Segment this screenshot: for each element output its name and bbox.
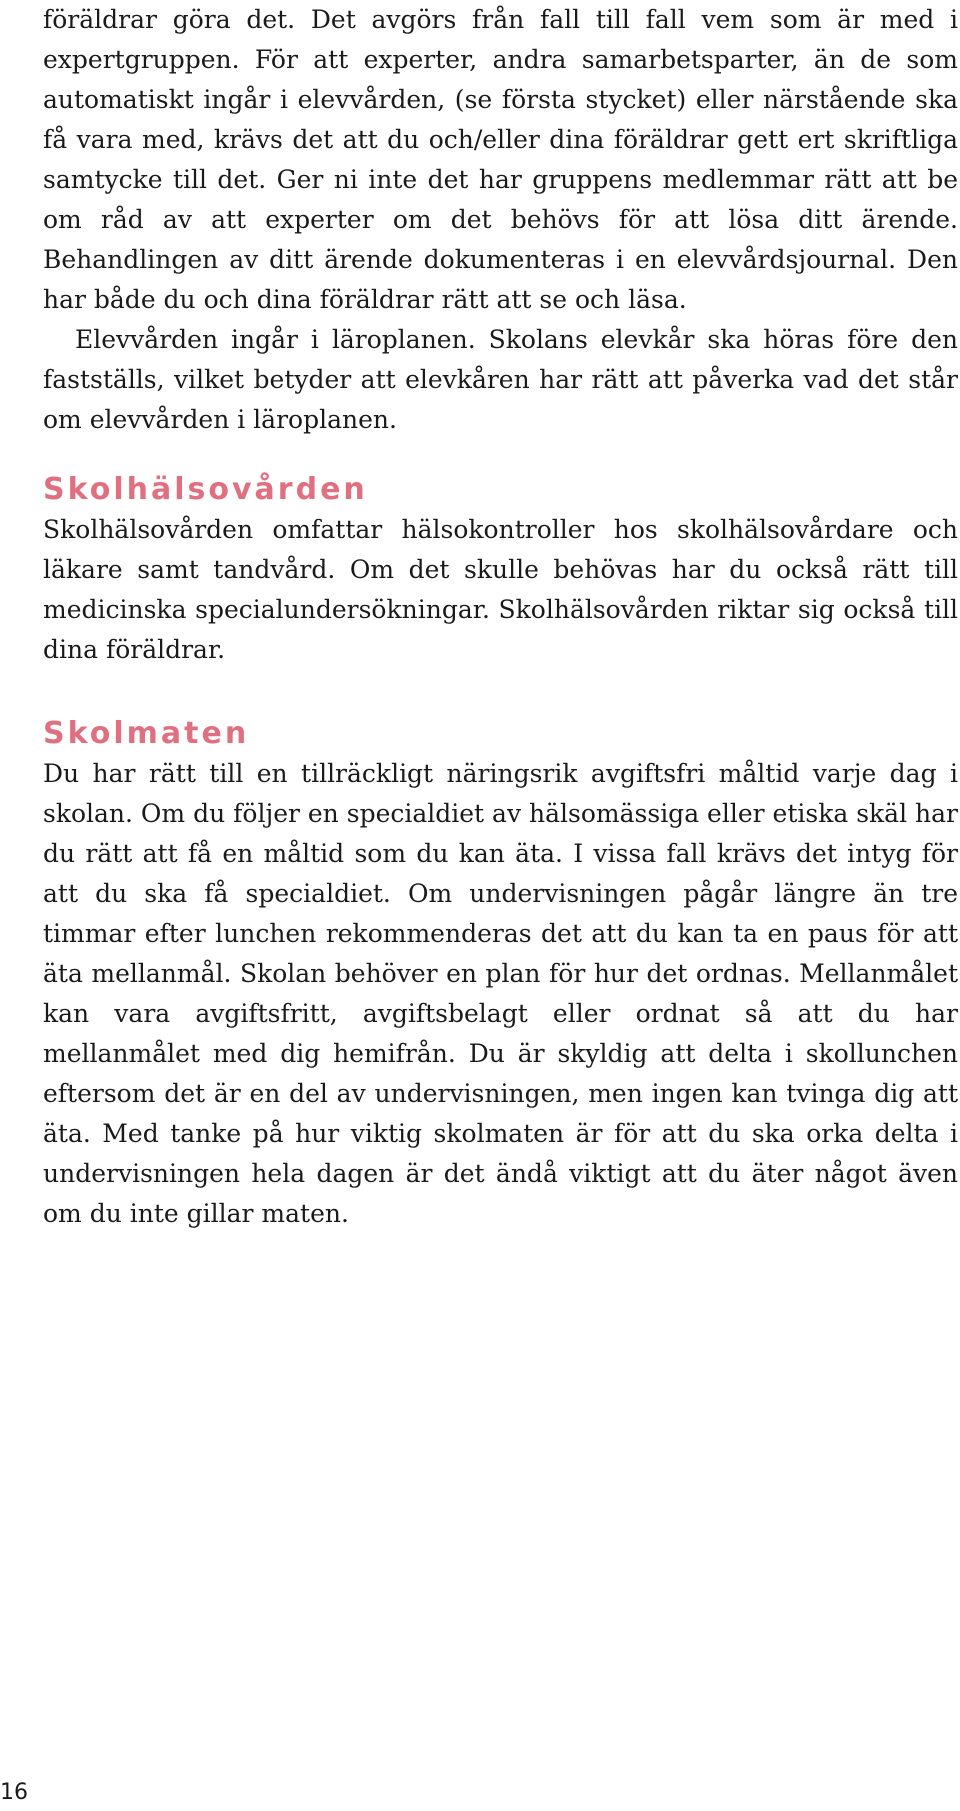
section-heading-skolmaten: Skolmaten — [43, 716, 250, 751]
section-heading-skolhalsovarden: Skolhälsovården — [43, 472, 368, 507]
section-body-skolmaten: Du har rätt till en tillräckligt näringsrik avgiftsfri måltid varje dag i skolan. Om du följer en specialdiet av hälsomässiga eller etiska skäl har du rätt att få en måltid som du kan äta. I vissa fall krävs det intyg för att du ska få specialdiet. Om undervisningen pågår längre än tre timmar efter lunchen rekommenderas det att du kan ta en paus för att äta mellanmål. Skolan behöver en plan för hur det ordnas. Mellanmålet kan vara avgiftsfritt, avgiftsbelagt eller ordnat så att du har mellanmålet med dig hemifrån. Du är skyldig att delta i skollunchen eftersom det är en del av undervisningen, men ingen kan tvinga dig att äta. Med tanke på hur viktig skolmaten är för att du ska orka delta i undervisningen hela dagen är det ändå viktigt att du äter något även om du inte gillar maten. — [43, 759, 958, 1228]
intro-paragraph: föräldrar göra det. Det avgörs från fall till fall vem som är med i expertgruppen. För att experter, andra samarbetsparter, än de som automatiskt ingår i elevvården, (se första stycket) eller närstående ska få vara med, krävs det att du och/eller dina föräldrar gett ert skriftliga samtycke till det. Ger ni inte det har gruppens medlemmar rätt att be om råd av att experter om det behövs för att lösa ditt ärende. Behandlingen av ditt ärende dokumenteras i en elevvårdsjournal. Den har både du och dina föräldrar rätt att se och läsa. — [43, 5, 958, 314]
section-body-skolhalsovarden: Skolhälsovården omfattar hälsokontroller hos skolhälsovårdare och läkare samt tandvård. Om det skulle behövas har du också rätt till medicinska specialundersökningar. Skolhälsovården riktar sig också till dina föräldrar. — [43, 515, 958, 664]
page-content — [43, 0, 958, 1234]
curriculum-paragraph: Elevvården ingår i läroplanen. Skolans elevkår ska höras före den fastställs, vilket betyder att elevkåren har rätt att påverka vad det står om elevvården i läroplanen. — [43, 325, 958, 434]
page-number: 16 — [0, 1780, 28, 1805]
